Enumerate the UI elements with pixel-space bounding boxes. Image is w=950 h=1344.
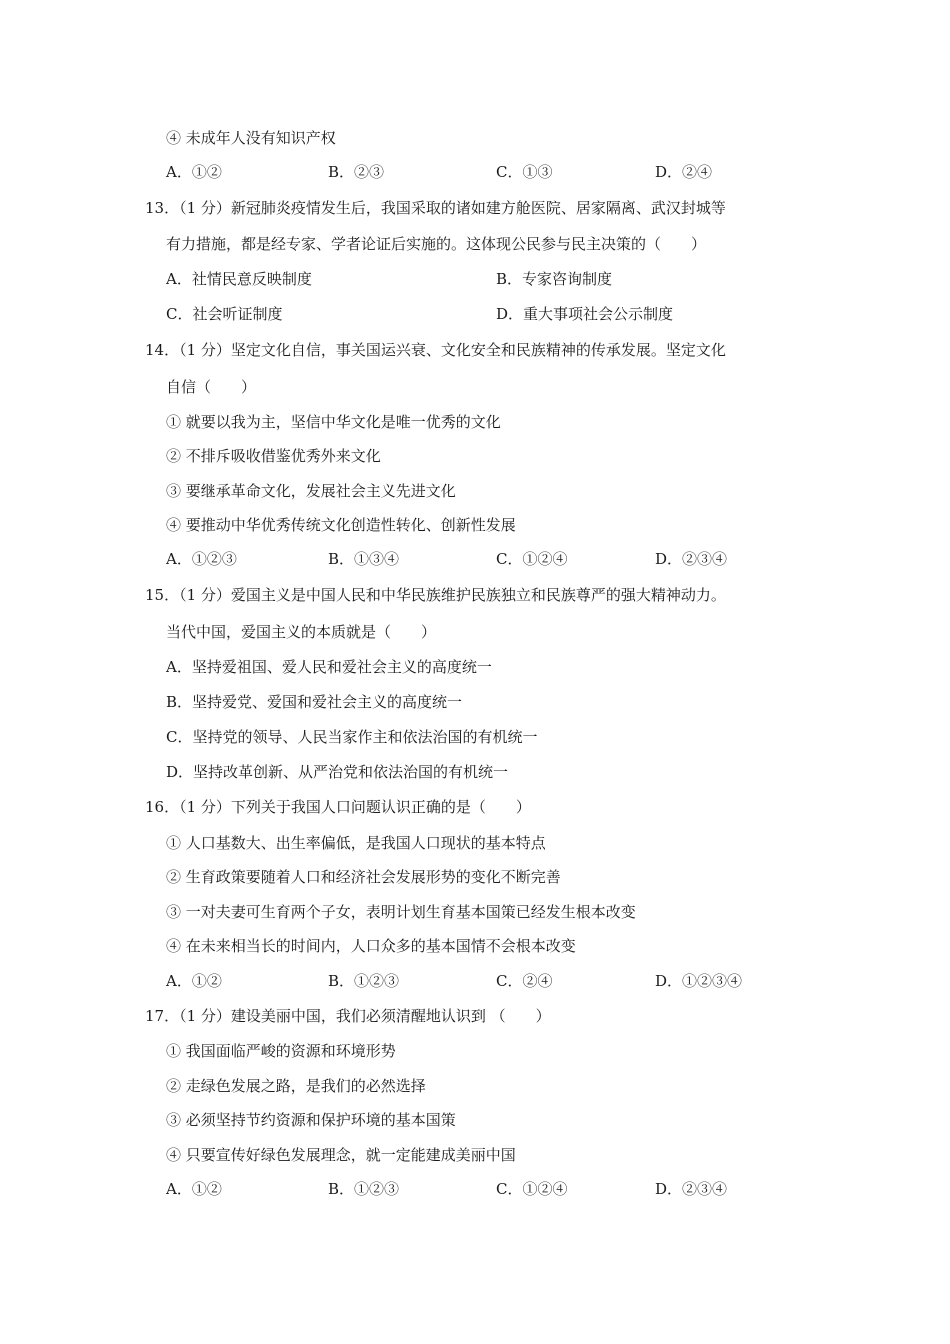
q15-stem-line1: 15．（1 分）爱国主义是中国人民和中华民族维护民族独立和民族尊严的强大精神动力。 [145,586,726,604]
q17-item-2: ② 走绿色发展之路，是我们的必然选择 [166,1077,426,1095]
pre-option-a[interactable]: A．①② [166,163,222,181]
q16-option-d[interactable]: D．①②③④ [655,972,743,990]
q14-stem-line2: 自信（ ） [166,378,257,396]
q14-option-b[interactable]: B．①③④ [328,550,400,568]
pre-option-b[interactable]: B．②③ [328,163,385,181]
q16-item-3: ③ 一对夫妻可生育两个子女，表明计划生育基本国策已经发生根本改变 [166,903,636,921]
q17-item-3: ③ 必须坚持节约资源和保护环境的基本国策 [166,1111,456,1129]
q16-option-c[interactable]: C．②④ [496,972,553,990]
pre-option-d[interactable]: D．②④ [655,163,713,181]
q15-stem-line2: 当代中国，爱国主义的本质就是（ ） [166,623,437,641]
q14-item-3: ③ 要继承革命文化，发展社会主义先进文化 [166,482,456,500]
q17-option-b[interactable]: B．①②③ [328,1180,400,1198]
q16-stem: 16．（1 分）下列关于我国人口问题认识正确的是（ ） [145,798,531,816]
q15-option-b[interactable]: B．坚持爱党、爱国和爱社会主义的高度统一 [166,693,463,711]
q13-option-d[interactable]: D．重大事项社会公示制度 [496,305,674,323]
q17-stem: 17．（1 分）建设美丽中国，我们必须清醒地认识到 （ ） [145,1007,551,1025]
q16-item-4: ④ 在未来相当长的时间内，人口众多的基本国情不会根本改变 [166,937,576,955]
q15-option-c[interactable]: C．坚持党的领导、人民当家作主和依法治国的有机统一 [166,728,538,746]
q16-option-a[interactable]: A．①② [166,972,222,990]
q16-item-2: ② 生育政策要随着人口和经济社会发展形势的变化不断完善 [166,868,561,886]
q16-item-1: ① 人口基数大、出生率偏低，是我国人口现状的基本特点 [166,834,546,852]
q15-option-d[interactable]: D．坚持改革创新、从严治党和依法治国的有机统一 [166,763,509,781]
q13-option-b[interactable]: B．专家咨询制度 [496,270,613,288]
q13-stem-line1: 13．（1 分）新冠肺炎疫情发生后，我国采取的诸如建方舱医院、居家隔离、武汉封城等 [145,199,726,217]
q17-option-d[interactable]: D．②③④ [655,1180,728,1198]
pre-option-c[interactable]: C．①③ [496,163,553,181]
q15-option-a[interactable]: A．坚持爱祖国、爱人民和爱社会主义的高度统一 [166,658,492,676]
q17-option-a[interactable]: A．①② [166,1180,222,1198]
q17-option-c[interactable]: C．①②④ [496,1180,568,1198]
q14-item-2: ② 不排斥吸收借鉴优秀外来文化 [166,447,381,465]
q13-option-a[interactable]: A．社情民意反映制度 [166,270,312,288]
q14-stem-line1: 14．（1 分）坚定文化自信，事关国运兴衰、文化安全和民族精神的传承发展。坚定文化 [145,341,726,359]
q13-option-c[interactable]: C．社会听证制度 [166,305,283,323]
q14-option-c[interactable]: C．①②④ [496,550,568,568]
q14-item-4: ④ 要推动中华优秀传统文化创造性转化、创新性发展 [166,516,516,534]
q13-stem-line2: 有力措施，都是经专家、学者论证后实施的。这体现公民参与民主决策的（ ） [166,235,707,253]
pre-item-4: ④ 未成年人没有知识产权 [166,129,336,147]
q14-option-d[interactable]: D．②③④ [655,550,728,568]
q14-item-1: ① 就要以我为主，坚信中华文化是唯一优秀的文化 [166,413,501,431]
q17-item-4: ④ 只要宣传好绿色发展理念，就一定能建成美丽中国 [166,1146,516,1164]
q16-option-b[interactable]: B．①②③ [328,972,400,990]
q17-item-1: ① 我国面临严峻的资源和环境形势 [166,1042,396,1060]
q14-option-a[interactable]: A．①②③ [166,550,237,568]
